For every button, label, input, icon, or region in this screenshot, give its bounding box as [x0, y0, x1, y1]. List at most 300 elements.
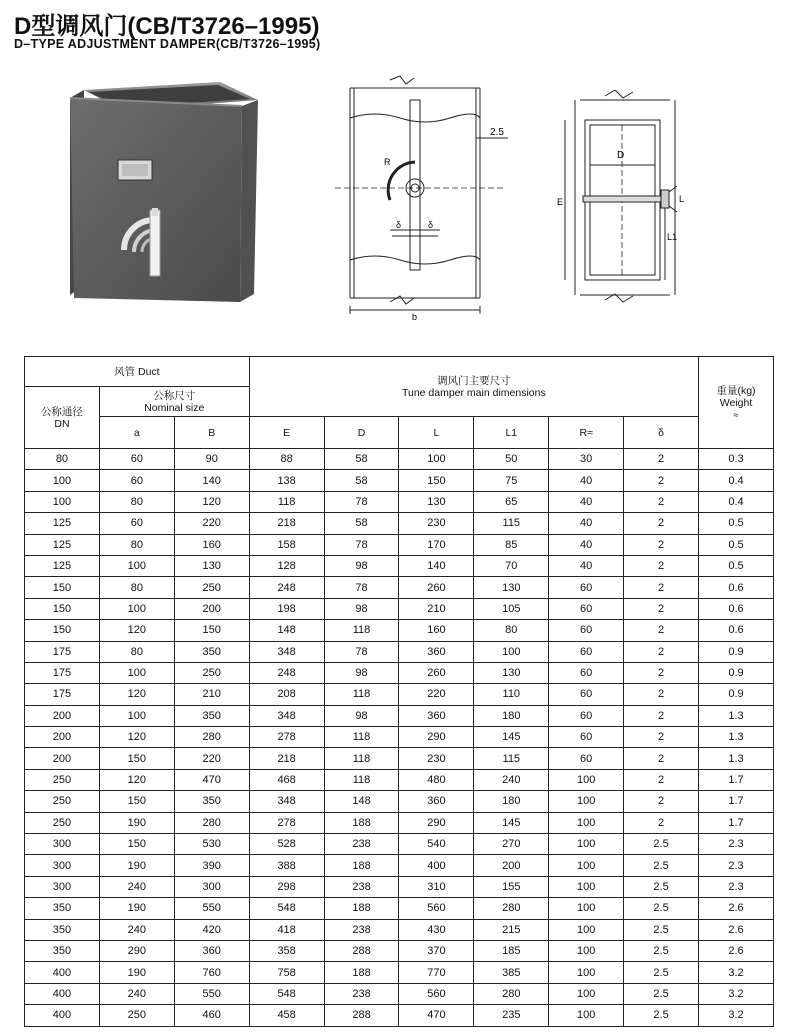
table-cell: 188 [324, 855, 399, 876]
table-row [25, 534, 774, 555]
table-cell: 220 [174, 748, 249, 769]
table-row [25, 983, 774, 1004]
table-cell: 210 [174, 684, 249, 705]
table-cell: 350 [25, 940, 100, 961]
table-cell: 180 [474, 705, 549, 726]
nominal-size-header [99, 387, 249, 417]
table-cell: 78 [324, 534, 399, 555]
table-cell: 80 [99, 491, 174, 512]
table-cell: 1.7 [699, 791, 774, 812]
table-cell: 30 [549, 449, 624, 470]
table-cell: 360 [399, 791, 474, 812]
table-cell: 125 [25, 555, 100, 576]
table-cell: 170 [399, 534, 474, 555]
table-row [25, 705, 774, 726]
table-cell: 360 [399, 705, 474, 726]
table-row [25, 834, 774, 855]
dim-thickness-label: 2.5 [490, 127, 504, 138]
table-cell: 100 [474, 641, 549, 662]
table-cell: 78 [324, 491, 399, 512]
table-row [25, 620, 774, 641]
dim-l-label: L [679, 194, 685, 204]
table-cell: 0.4 [699, 491, 774, 512]
table-cell: 1.7 [699, 812, 774, 833]
table-cell: 350 [25, 919, 100, 940]
table-cell: 200 [25, 748, 100, 769]
table-cell: 150 [25, 577, 100, 598]
table-cell: 150 [99, 748, 174, 769]
table-cell: 58 [324, 470, 399, 491]
dim-delta-b-label: δ [428, 220, 434, 230]
table-cell: 60 [549, 727, 624, 748]
table-cell: 248 [249, 662, 324, 683]
table-cell: 550 [174, 983, 249, 1004]
table-row [25, 662, 774, 683]
table-cell: 240 [99, 876, 174, 897]
table-cell: 290 [399, 727, 474, 748]
table-cell: 350 [174, 705, 249, 726]
table-cell: 150 [99, 791, 174, 812]
table-cell: 40 [549, 470, 624, 491]
table-cell: 548 [249, 898, 324, 919]
table-cell: 0.6 [699, 598, 774, 619]
table-cell: 100 [549, 983, 624, 1004]
table-cell: 98 [324, 705, 399, 726]
table-cell: 150 [399, 470, 474, 491]
table-cell: 1.7 [699, 769, 774, 790]
table-cell: 2.5 [624, 962, 699, 983]
table-cell: 400 [25, 1005, 100, 1026]
table-cell: 278 [249, 727, 324, 748]
table-cell: 240 [99, 983, 174, 1004]
table-cell: 100 [25, 491, 100, 512]
table-cell: 188 [324, 962, 399, 983]
dim-d-label: D [617, 150, 625, 161]
table-cell: 60 [99, 449, 174, 470]
table-cell: 58 [324, 449, 399, 470]
table-cell: 348 [249, 641, 324, 662]
table-cell: 60 [549, 641, 624, 662]
table-cell: 175 [25, 684, 100, 705]
table-cell: 100 [399, 449, 474, 470]
table-cell: 200 [25, 727, 100, 748]
table-cell: 190 [99, 812, 174, 833]
table-cell: 280 [174, 727, 249, 748]
table-cell: 0.5 [699, 513, 774, 534]
table-cell: 2.5 [624, 919, 699, 940]
table-cell: 100 [549, 1005, 624, 1026]
table-cell: 560 [399, 898, 474, 919]
table-cell: 468 [249, 769, 324, 790]
table-cell: 105 [474, 598, 549, 619]
weight-approx: ≈ [733, 409, 739, 420]
table-cell: 70 [474, 555, 549, 576]
weight-cn: 重量(kg) [716, 384, 756, 397]
table-cell: 2 [624, 513, 699, 534]
table-cell: 50 [474, 449, 549, 470]
table-cell: 2 [624, 449, 699, 470]
table-cell: 358 [249, 940, 324, 961]
weight-header [699, 357, 774, 449]
table-cell: 388 [249, 855, 324, 876]
table-cell: 360 [399, 641, 474, 662]
table-cell: 238 [324, 834, 399, 855]
table-cell: 130 [399, 491, 474, 512]
table-cell: 75 [474, 470, 549, 491]
table-cell: 2.5 [624, 876, 699, 897]
table-row [25, 513, 774, 534]
table-cell: 300 [25, 876, 100, 897]
table-cell: 0.9 [699, 662, 774, 683]
table-cell: 40 [549, 555, 624, 576]
table-cell: 100 [99, 598, 174, 619]
table-cell: 390 [174, 855, 249, 876]
col-e-header: E [249, 417, 324, 449]
table-cell: 260 [399, 662, 474, 683]
table-row [25, 876, 774, 897]
table-cell: 230 [399, 748, 474, 769]
table-cell: 118 [324, 620, 399, 641]
table-cell: 78 [324, 577, 399, 598]
table-cell: 2.5 [624, 855, 699, 876]
table-cell: 350 [25, 898, 100, 919]
table-cell: 80 [25, 449, 100, 470]
dim-b-label: b [412, 312, 418, 320]
nominal-size-en: Nominal size [144, 401, 205, 414]
table-cell: 2 [624, 769, 699, 790]
table-cell: 2.3 [699, 876, 774, 897]
table-cell: 190 [99, 898, 174, 919]
table-cell: 188 [324, 812, 399, 833]
table-cell: 200 [25, 705, 100, 726]
dimension-table [24, 356, 774, 1027]
table-cell: 100 [549, 940, 624, 961]
table-cell: 100 [549, 855, 624, 876]
dim-e-label: E [557, 197, 564, 207]
table-cell: 0.4 [699, 470, 774, 491]
dim-r-label: R [384, 157, 391, 167]
table-row [25, 855, 774, 876]
table-row [25, 940, 774, 961]
table-cell: 98 [324, 555, 399, 576]
table-cell: 100 [99, 662, 174, 683]
table-cell: 80 [99, 577, 174, 598]
table-cell: 770 [399, 962, 474, 983]
table-cell: 348 [249, 705, 324, 726]
table-cell: 130 [474, 662, 549, 683]
table-cell: 2.3 [699, 834, 774, 855]
table-cell: 480 [399, 769, 474, 790]
table-cell: 280 [174, 812, 249, 833]
table-cell: 0.3 [699, 449, 774, 470]
table-cell: 2 [624, 684, 699, 705]
table-cell: 100 [549, 898, 624, 919]
table-cell: 115 [474, 513, 549, 534]
table-cell: 100 [549, 769, 624, 790]
side-view-drawing [545, 90, 695, 315]
table-cell: 115 [474, 748, 549, 769]
table-cell: 0.6 [699, 620, 774, 641]
table-cell: 238 [324, 983, 399, 1004]
table-cell: 185 [474, 940, 549, 961]
duct-header: 风管 Duct [25, 357, 250, 387]
table-cell: 400 [399, 855, 474, 876]
table-cell: 2 [624, 577, 699, 598]
table-cell: 2 [624, 812, 699, 833]
table-cell: 58 [324, 513, 399, 534]
table-cell: 240 [474, 769, 549, 790]
table-cell: 60 [549, 577, 624, 598]
table-cell: 560 [399, 983, 474, 1004]
table-cell: 310 [399, 876, 474, 897]
table-cell: 220 [174, 513, 249, 534]
table-cell: 2.6 [699, 898, 774, 919]
table-cell: 280 [474, 898, 549, 919]
table-cell: 80 [99, 534, 174, 555]
table-cell: 148 [324, 791, 399, 812]
table-cell: 3.2 [699, 1005, 774, 1026]
table-cell: 2 [624, 620, 699, 641]
table-cell: 188 [324, 898, 399, 919]
table-cell: 40 [549, 513, 624, 534]
table-cell: 0.5 [699, 555, 774, 576]
table-cell: 110 [474, 684, 549, 705]
table-cell: 130 [474, 577, 549, 598]
table-cell: 145 [474, 727, 549, 748]
table-cell: 150 [25, 598, 100, 619]
table-cell: 190 [99, 855, 174, 876]
table-cell: 420 [174, 919, 249, 940]
table-cell: 90 [174, 449, 249, 470]
table-cell: 2 [624, 662, 699, 683]
table-cell: 2 [624, 491, 699, 512]
table-cell: 118 [324, 727, 399, 748]
table-cell: 2 [624, 727, 699, 748]
table-cell: 530 [174, 834, 249, 855]
table-cell: 2.6 [699, 940, 774, 961]
table-cell: 128 [249, 555, 324, 576]
dn-cn: 公称通径 [40, 405, 83, 418]
table-cell: 148 [249, 620, 324, 641]
table-row [25, 1005, 774, 1026]
table-cell: 418 [249, 919, 324, 940]
table-cell: 40 [549, 534, 624, 555]
table-cell: 138 [249, 470, 324, 491]
table-cell: 2 [624, 470, 699, 491]
table-cell: 460 [174, 1005, 249, 1026]
table-cell: 150 [99, 834, 174, 855]
table-cell: 1.3 [699, 705, 774, 726]
table-body [25, 449, 774, 1027]
table-cell: 350 [174, 641, 249, 662]
table-cell: 278 [249, 812, 324, 833]
table-cell: 145 [474, 812, 549, 833]
table-cell: 270 [474, 834, 549, 855]
table-cell: 60 [549, 620, 624, 641]
table-cell: 190 [99, 962, 174, 983]
table-cell: 150 [25, 620, 100, 641]
table-cell: 100 [99, 705, 174, 726]
table-cell: 400 [25, 983, 100, 1004]
table-row [25, 748, 774, 769]
table-cell: 0.6 [699, 577, 774, 598]
table-cell: 540 [399, 834, 474, 855]
table-cell: 2.5 [624, 1005, 699, 1026]
table-cell: 215 [474, 919, 549, 940]
table-cell: 300 [25, 834, 100, 855]
table-cell: 140 [174, 470, 249, 491]
dim-l1-label: L1 [667, 232, 678, 242]
table-cell: 175 [25, 641, 100, 662]
table-cell: 250 [25, 791, 100, 812]
table-cell: 98 [324, 598, 399, 619]
damper-photo [62, 80, 267, 305]
table-row [25, 898, 774, 919]
table-cell: 118 [249, 491, 324, 512]
table-cell: 120 [99, 620, 174, 641]
table-row [25, 769, 774, 790]
page-title: D型调风门(CB/T3726–1995) [14, 13, 320, 40]
col-b-header: B [174, 417, 249, 449]
table-row [25, 727, 774, 748]
table-cell: 100 [549, 876, 624, 897]
table-cell: 85 [474, 534, 549, 555]
table-cell: 0.9 [699, 684, 774, 705]
col-l-header: L [399, 417, 474, 449]
table-cell: 78 [324, 641, 399, 662]
dn-header [25, 387, 100, 449]
table-cell: 235 [474, 1005, 549, 1026]
table-cell: 130 [174, 555, 249, 576]
table-cell: 100 [549, 919, 624, 940]
table-cell: 40 [549, 491, 624, 512]
table-row [25, 491, 774, 512]
table-cell: 248 [249, 577, 324, 598]
table-cell: 240 [99, 919, 174, 940]
table-row [25, 812, 774, 833]
col-l1-header: L1 [474, 417, 549, 449]
table-cell: 160 [399, 620, 474, 641]
table-cell: 125 [25, 534, 100, 555]
main-dimensions-en: Tune damper main dimensions [401, 386, 546, 399]
table-cell: 458 [249, 1005, 324, 1026]
table-cell: 120 [174, 491, 249, 512]
table-row [25, 684, 774, 705]
table-cell: 348 [249, 791, 324, 812]
table-cell: 2.5 [624, 940, 699, 961]
table-cell: 2 [624, 705, 699, 726]
table-cell: 2.5 [624, 834, 699, 855]
table-cell: 118 [324, 684, 399, 705]
table-cell: 550 [174, 898, 249, 919]
table-cell: 2 [624, 534, 699, 555]
table-cell: 298 [249, 876, 324, 897]
table-cell: 280 [474, 983, 549, 1004]
table-cell: 760 [174, 962, 249, 983]
table-cell: 400 [25, 962, 100, 983]
main-dimensions-header [249, 357, 698, 417]
table-cell: 2.3 [699, 855, 774, 876]
table-row [25, 919, 774, 940]
table-row [25, 962, 774, 983]
table-cell: 470 [399, 1005, 474, 1026]
table-cell: 60 [549, 684, 624, 705]
table-cell: 0.9 [699, 641, 774, 662]
table-cell: 290 [99, 940, 174, 961]
table-cell: 160 [174, 534, 249, 555]
table-cell: 0.5 [699, 534, 774, 555]
table-cell: 1.3 [699, 748, 774, 769]
dn-en: DN [54, 417, 70, 430]
table-cell: 65 [474, 491, 549, 512]
table-cell: 150 [174, 620, 249, 641]
table-cell: 100 [99, 555, 174, 576]
table-cell: 350 [174, 791, 249, 812]
table-cell: 2 [624, 748, 699, 769]
table-cell: 1.3 [699, 727, 774, 748]
table-cell: 120 [99, 727, 174, 748]
table-cell: 250 [174, 577, 249, 598]
table-cell: 155 [474, 876, 549, 897]
table-cell: 208 [249, 684, 324, 705]
table-cell: 250 [25, 812, 100, 833]
table-cell: 80 [474, 620, 549, 641]
table-cell: 2.5 [624, 983, 699, 1004]
table-cell: 60 [99, 470, 174, 491]
table-cell: 60 [549, 662, 624, 683]
front-view-drawing [330, 70, 530, 320]
table-cell: 470 [174, 769, 249, 790]
table-row [25, 577, 774, 598]
nominal-size-cn: 公称尺寸 [153, 389, 196, 402]
table-cell: 125 [25, 513, 100, 534]
table-row [25, 641, 774, 662]
table-cell: 98 [324, 662, 399, 683]
table-cell: 528 [249, 834, 324, 855]
table-cell: 250 [25, 769, 100, 790]
table-cell: 2 [624, 791, 699, 812]
table-row [25, 598, 774, 619]
col-r-header: R≈ [549, 417, 624, 449]
table-cell: 220 [399, 684, 474, 705]
table-cell: 288 [324, 940, 399, 961]
table-cell: 60 [549, 705, 624, 726]
table-cell: 2 [624, 598, 699, 619]
table-cell: 3.2 [699, 962, 774, 983]
table-cell: 2 [624, 641, 699, 662]
table-cell: 290 [399, 812, 474, 833]
table-cell: 548 [249, 983, 324, 1004]
table-cell: 118 [324, 769, 399, 790]
table-cell: 200 [474, 855, 549, 876]
table-cell: 100 [25, 470, 100, 491]
col-delta-header: δ [624, 417, 699, 449]
table-cell: 158 [249, 534, 324, 555]
table-cell: 2 [624, 555, 699, 576]
table-cell: 250 [99, 1005, 174, 1026]
table-row [25, 470, 774, 491]
table-cell: 430 [399, 919, 474, 940]
table-row [25, 555, 774, 576]
page-subtitle: D–TYPE ADJUSTMENT DAMPER(CB/T3726–1995) [14, 37, 321, 51]
table-cell: 250 [174, 662, 249, 683]
table-cell: 210 [399, 598, 474, 619]
table-cell: 3.2 [699, 983, 774, 1004]
main-dimensions-cn: 调风门主要尺寸 [437, 374, 511, 387]
table-cell: 200 [174, 598, 249, 619]
table-cell: 238 [324, 876, 399, 897]
table-cell: 300 [25, 855, 100, 876]
